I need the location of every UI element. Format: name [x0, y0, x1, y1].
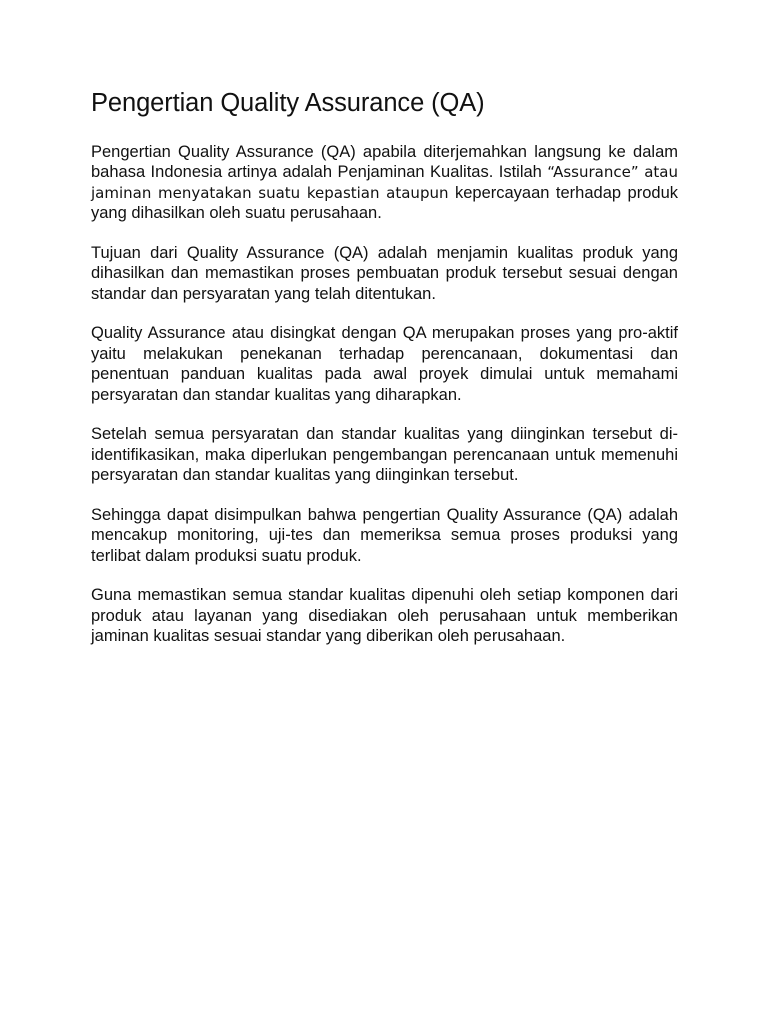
document-page — [91, 88, 678, 666]
paragraph-planning: Setelah semua persyaratan dan standar kualitas yang diinginkan tersebut di-identifikasikan, maka diperlukan pengembangan perencanaan untuk memenuhi persyaratan dan standar kualitas yang diinginkan tersebut. — [91, 425, 678, 485]
paragraph-definition-tail: kepercayaan terhadap produk yang dihasilkan oleh suatu perusahaan. — [91, 183, 678, 223]
paragraph-proactive-process: Quality Assurance atau disingkat dengan QA merupakan proses yang pro-aktif yaitu melakukan penekanan terhadap perencanaan, dokumentasi dan penentuan panduan kualitas pada awal proyek dimulai untuk memahami persyaratan dan standar kualitas yang diharapkan. — [91, 324, 678, 404]
document-title: Pengertian Quality Assurance (QA) — [91, 89, 485, 117]
paragraph-definition — [91, 142, 678, 224]
paragraph-purpose: Tujuan dari Quality Assurance (QA) adalah menjamin kualitas produk yang dihasilkan dan memastikan proses pembuatan produk tersebut sesuai dengan standar dan persyaratan yang telah ditentukan. — [91, 243, 678, 303]
paragraph-definition-lead: Pengertian Quality Assurance (QA) apabila diterjemahkan langsung ke dalam bahasa Indonesia artinya adalah Penjaminan Kualitas. Istilah — [91, 142, 678, 182]
paragraph-quality-guarantee: Guna memastikan semua standar kualitas dipenuhi oleh setiap komponen dari produk atau layanan yang disediakan oleh perusahaan untuk memberikan jaminan kualitas sesuai standar yang diberikan oleh perusahaan. — [91, 586, 678, 646]
paragraph-definition-emphasis: “Assurance” atau jaminan menyatakan suatu kepastian ataupun — [91, 163, 678, 202]
paragraph-conclusion: Sehingga dapat disimpulkan bahwa pengertian Quality Assurance (QA) adalah mencakup monitoring, uji-tes dan memeriksa semua proses produksi yang terlibat dalam produksi suatu produk. — [91, 505, 678, 565]
